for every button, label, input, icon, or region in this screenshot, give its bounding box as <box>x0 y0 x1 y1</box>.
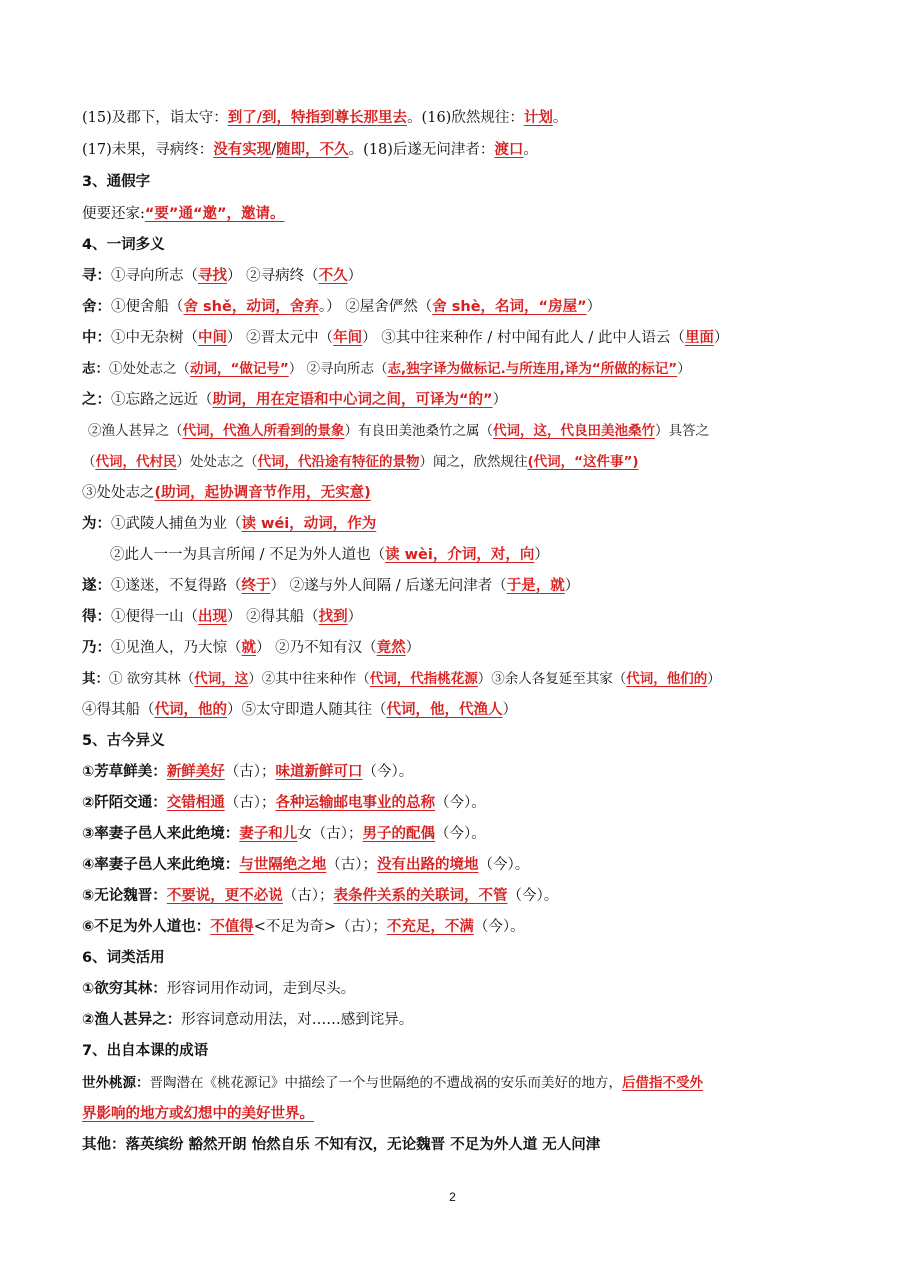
answer: 不值得 <box>210 919 254 935</box>
text: 女（古）； <box>297 826 363 842</box>
keyword: 其： <box>82 671 109 687</box>
answer: 动词，“做记号” <box>190 361 289 377</box>
text: ）③余人各复延至其家（ <box>477 671 627 687</box>
cilei-item-1 <box>82 977 842 1001</box>
polysemy-zhong <box>82 326 842 350</box>
text: ）有良田美池桑竹之属（ <box>344 423 493 439</box>
section-heading-4: 4、一词多义 <box>82 237 165 253</box>
idiom-shiwaitaoyuan-cont <box>82 1102 842 1126</box>
section-heading-5: 5、古今异义 <box>82 733 165 749</box>
gujin-item-4 <box>82 853 842 877</box>
text: （今）。 <box>473 919 525 935</box>
text: ） <box>347 609 363 625</box>
text: （今）。 <box>435 795 486 811</box>
gujin-item-3 <box>82 822 842 846</box>
text: ①武陵人捕鱼为业（ <box>111 516 242 532</box>
section-heading-7: 7、出自本课的成语 <box>82 1043 209 1059</box>
answer: 表条件关系的关联词，不管 <box>333 888 508 904</box>
text: ②渔人甚异之（ <box>88 423 183 439</box>
answer: 代词，他的 <box>154 702 227 718</box>
idiom-list: 落英缤纷 豁然开朗 怡然自乐 不知有汉，无论魏晋 不足为外人道 无人问津 <box>125 1137 601 1153</box>
text: ） <box>586 299 602 315</box>
answer: 里面 <box>684 330 714 346</box>
section-heading-6: 6、词类活用 <box>82 950 165 966</box>
answer: 于是，就 <box>506 578 565 594</box>
text: ）闻之，欣然规往 <box>419 454 528 470</box>
text: ） ②寻病终（ <box>227 268 319 284</box>
answer: 出现 <box>198 609 227 625</box>
idiom-others <box>82 1133 842 1157</box>
gujin-item-2 <box>82 791 842 815</box>
keyword: ⑤无论魏晋： <box>82 888 167 904</box>
text: ④得其船（ <box>82 702 155 718</box>
text: ） ②晋太元中（ <box>227 330 334 346</box>
keyword: ③率妻子邑人来此绝境： <box>82 826 240 842</box>
answer: 各种运输邮电事业的总称 <box>275 795 436 811</box>
answer: 与世隔绝之地 <box>239 857 327 873</box>
keyword: ⑥不足为外人道也： <box>82 919 211 935</box>
text: / <box>271 142 277 158</box>
keyword: ②阡陌交通： <box>82 795 167 811</box>
answer: 助词，用在定语和中心词之间，可译为“的” <box>212 392 493 408</box>
text: ） ②遂与外人间隔 / 后遂无问津者（ <box>270 578 507 594</box>
text: ） ②寻向所志（ <box>288 361 388 377</box>
polysemy-nai <box>82 636 842 660</box>
answer: 舍 shě，动词，舍弃 <box>183 299 319 315</box>
text: （今）。 <box>478 857 530 873</box>
text: ） ②得其船（ <box>227 609 319 625</box>
text: ） <box>564 578 580 594</box>
text: ①寻向所志（ <box>111 268 198 284</box>
answer: 后借指不受外 <box>622 1075 703 1091</box>
answer: 代词，他，代渔人 <box>386 702 503 718</box>
text: ） ③其中往来种作 / 村中闻有此人 / 此中人语云（ <box>362 330 685 346</box>
polysemy-xun <box>82 264 842 288</box>
answer: 计划 <box>523 110 553 126</box>
answer: 年间 <box>333 330 363 346</box>
keyword: 世外桃源： <box>82 1075 150 1091</box>
keyword: ④率妻子邑人来此绝境： <box>82 857 240 873</box>
text: ） <box>502 702 517 718</box>
text: 晋陶潜在《桃花源记》中描绘了一个与世隔绝的不遭战祸的安乐而美好的地方， <box>149 1075 622 1091</box>
text: （古）； <box>224 764 276 780</box>
gujin-item-1 <box>82 760 842 784</box>
polysemy-qi <box>82 667 842 691</box>
answer: 到了/到，特指到尊长那里去 <box>227 110 408 126</box>
text: 形容词意动用法，对……感到诧异。 <box>181 1012 414 1028</box>
polysemy-zhi <box>82 388 842 412</box>
answer: 终于 <box>241 578 271 594</box>
polysemy-she <box>82 295 842 319</box>
text: ①见渔人，乃大惊（ <box>111 640 242 656</box>
text: ① 欲穷其林（ <box>109 671 195 687</box>
polysemy-zhi-2 <box>88 419 848 443</box>
keyword: 之： <box>82 392 111 408</box>
answer: 志,独字译为做标记.与所连用,译为“所做的标记” <box>387 361 678 377</box>
answer: 舍 shè，名词，“房屋” <box>432 299 587 315</box>
keyword: 其他： <box>82 1137 126 1153</box>
text: 形容词用作动词，走到尽头。 <box>166 981 356 997</box>
keyword: 舍： <box>82 299 111 315</box>
keyword: 为： <box>82 516 111 532</box>
polysemy-de <box>82 605 842 629</box>
answer: 没有实现 <box>213 142 272 158</box>
text: ） <box>492 392 508 408</box>
text: ）具答之 <box>655 423 709 439</box>
text: ） <box>707 671 721 687</box>
text: ①遂迷，不复得路（ <box>111 578 242 594</box>
vocab-line-15-16 <box>82 106 842 130</box>
cilei-item-2 <box>82 1008 842 1032</box>
answer: 不要说，更不必说 <box>166 888 283 904</box>
keyword: 寻： <box>82 268 111 284</box>
polysemy-zhi-mark <box>82 357 842 381</box>
text: ） <box>677 361 691 377</box>
answer: 妻子和儿 <box>239 826 298 842</box>
answer: 代词，代指桃花源 <box>369 671 478 687</box>
keyword: ①芳草鲜美： <box>82 764 167 780</box>
text: ） ②乃不知有汉（ <box>256 640 377 656</box>
keyword: 乃： <box>82 640 111 656</box>
text: （ <box>82 454 96 470</box>
text: ） <box>347 268 363 284</box>
answer: 读 wéi，动词，作为 <box>241 516 377 532</box>
text: （今）。 <box>507 888 559 904</box>
vocab-line-17-18 <box>82 138 842 162</box>
answer: 找到 <box>318 609 348 625</box>
polysemy-zhi-4 <box>82 481 842 505</box>
text: 。 <box>552 110 568 126</box>
answer: (代词，“这件事”) <box>527 454 639 470</box>
text: ）处处志之（ <box>176 454 258 470</box>
answer: 代词，这，代良田美池桑竹 <box>493 423 655 439</box>
text: ②此人一一为具言所闻 / 不足为外人道也（ <box>110 547 386 563</box>
text: ） <box>405 640 421 656</box>
keyword: ①欲穷其林： <box>82 981 167 997</box>
text: (17)未果，寻病终： <box>82 142 214 158</box>
answer: 新鲜美好 <box>166 764 225 780</box>
answer: 渡口 <box>494 142 524 158</box>
answer: 没有出路的境地 <box>377 857 479 873</box>
text: ①便舍船（ <box>111 299 184 315</box>
text: （古）； <box>326 857 378 873</box>
answer: 随即，不久 <box>276 142 349 158</box>
answer: 不充足，不满 <box>386 919 474 935</box>
answer: 代词，他们的 <box>626 671 708 687</box>
tongjiazi-line <box>82 202 842 226</box>
answer: 读 wèi，介词，对，向 <box>385 547 535 563</box>
answer: 界影响的地方或幻想中的美好世界。 <box>82 1106 314 1122</box>
answer: 代词，代渔人所看到的景象 <box>182 423 345 439</box>
text: （古）； <box>282 888 334 904</box>
answer: 代词，代村民 <box>95 454 177 470</box>
answer: 代词，代沿途有特征的景物 <box>257 454 420 470</box>
polysemy-wei-2 <box>110 543 870 567</box>
answer: “要”通“邀”，邀请。 <box>144 206 285 222</box>
text: ①中无杂树（ <box>111 330 198 346</box>
page-number: 2 <box>449 1190 456 1204</box>
gujin-item-6 <box>82 915 842 939</box>
keyword: ②渔人甚异之： <box>82 1012 182 1028</box>
text: 。(18)后遂无问津者： <box>348 142 495 158</box>
text: 。(16)欣然规往： <box>407 110 524 126</box>
section-heading-3: 3、通假字 <box>82 174 151 190</box>
text: （古）； <box>224 795 276 811</box>
text: ） <box>713 330 729 346</box>
keyword: 志： <box>82 361 109 377</box>
text: ） <box>534 547 549 563</box>
idiom-shiwaitaoyuan <box>82 1071 842 1095</box>
text: ）②其中往来种作（ <box>248 671 370 687</box>
answer: 交错相通 <box>166 795 225 811</box>
answer: 味道新鲜可口 <box>275 764 363 780</box>
text: ）⑤太守即遣人随其往（ <box>227 702 387 718</box>
answer: 男子的配偶 <box>362 826 436 842</box>
text: ③处处志之 <box>82 485 155 501</box>
answer: (助词，起协调音节作用，无实意) <box>154 485 371 501</box>
keyword: 得： <box>82 609 111 625</box>
answer: 就 <box>241 640 256 656</box>
text: ①便得一山（ <box>111 609 198 625</box>
answer: 代词，这 <box>194 671 249 687</box>
answer: 中间 <box>198 330 227 346</box>
polysemy-sui <box>82 574 842 598</box>
polysemy-qi-2 <box>82 698 842 722</box>
text: 便要还家: <box>82 206 145 222</box>
text: （今）。 <box>435 826 486 842</box>
polysemy-wei <box>82 512 842 536</box>
text: 。） ②屋舍俨然（ <box>318 299 433 315</box>
text: (15)及郡下，诣太守： <box>82 110 228 126</box>
text: <不足为奇>（古）； <box>253 919 387 935</box>
gujin-item-5 <box>82 884 842 908</box>
keyword: 中： <box>82 330 111 346</box>
text: ①处处志之（ <box>109 361 190 377</box>
polysemy-zhi-3 <box>82 450 842 474</box>
text: （今）。 <box>362 764 414 780</box>
answer: 寻找 <box>198 268 227 284</box>
text: ①忘路之远近（ <box>111 392 213 408</box>
keyword: 遂： <box>82 578 111 594</box>
answer: 竟然 <box>376 640 406 656</box>
text: 。 <box>523 142 538 158</box>
answer: 不久 <box>318 268 348 284</box>
